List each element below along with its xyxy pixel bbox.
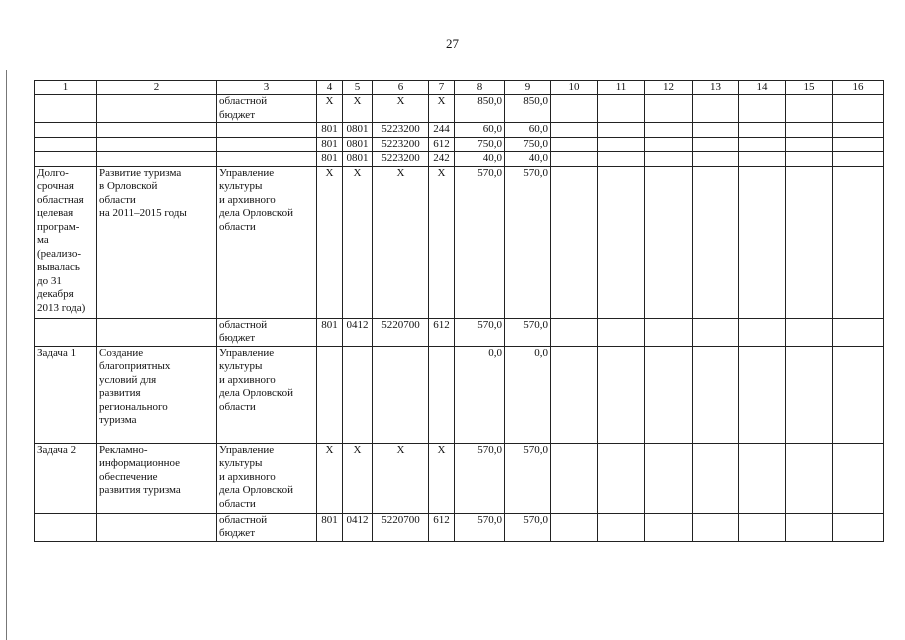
row-vr-cell: Х <box>429 443 455 513</box>
empty-cell <box>551 513 598 541</box>
row-rzpr-cell: Х <box>343 166 373 318</box>
row-program-cell <box>97 95 217 123</box>
empty-cell <box>598 513 645 541</box>
table-row <box>35 513 884 541</box>
empty-cell <box>739 443 786 513</box>
empty-cell <box>598 443 645 513</box>
empty-cell <box>833 152 884 167</box>
empty-cell <box>645 318 693 346</box>
empty-cell <box>739 346 786 443</box>
empty-cell <box>739 166 786 318</box>
row-vr-cell: 612 <box>429 513 455 541</box>
row-program-cell <box>97 318 217 346</box>
row-grbs-cell: 801 <box>317 318 343 346</box>
empty-cell <box>693 346 739 443</box>
row-amount-cell: 570,0 <box>455 513 505 541</box>
row-purpose-cell <box>35 513 97 541</box>
column-header-9: 9 <box>505 81 551 95</box>
empty-cell <box>645 166 693 318</box>
row-csr-cell: Х <box>373 95 429 123</box>
page-number: 27 <box>446 36 459 51</box>
table-row <box>35 95 884 123</box>
empty-cell <box>551 152 598 167</box>
row-amount-cell: 570,0 <box>505 443 551 513</box>
empty-cell <box>551 95 598 123</box>
empty-cell <box>645 152 693 167</box>
row-vr-cell: 242 <box>429 152 455 167</box>
row-amount-cell: 60,0 <box>455 123 505 138</box>
column-header-2: 2 <box>97 81 217 95</box>
column-header-3: 3 <box>217 81 317 95</box>
empty-cell <box>786 123 833 138</box>
row-vr-cell <box>429 346 455 443</box>
page-left-border <box>6 70 7 640</box>
row-purpose-cell <box>35 318 97 346</box>
empty-cell <box>833 443 884 513</box>
empty-cell <box>833 123 884 138</box>
row-program-cell <box>97 123 217 138</box>
row-csr-cell: Х <box>373 443 429 513</box>
empty-cell <box>598 152 645 167</box>
empty-cell <box>645 513 693 541</box>
row-purpose-cell: Задача 2 <box>35 443 97 513</box>
row-purpose-cell <box>35 95 97 123</box>
empty-cell <box>693 166 739 318</box>
row-grbs-cell: 801 <box>317 152 343 167</box>
row-executor-cell <box>217 123 317 138</box>
empty-cell <box>645 137 693 152</box>
empty-cell <box>693 123 739 138</box>
row-amount-cell: 570,0 <box>505 513 551 541</box>
empty-cell <box>645 95 693 123</box>
row-amount-cell: 40,0 <box>455 152 505 167</box>
empty-cell <box>598 123 645 138</box>
row-grbs-cell: 801 <box>317 137 343 152</box>
empty-cell <box>833 318 884 346</box>
table-row <box>35 137 884 152</box>
row-amount-cell: 750,0 <box>455 137 505 152</box>
empty-cell <box>833 137 884 152</box>
row-purpose-cell <box>35 137 97 152</box>
table-row <box>35 123 884 138</box>
row-csr-cell: 5223200 <box>373 137 429 152</box>
empty-cell <box>598 346 645 443</box>
column-header-10: 10 <box>551 81 598 95</box>
empty-cell <box>551 318 598 346</box>
empty-cell <box>598 318 645 346</box>
row-amount-cell: 850,0 <box>505 95 551 123</box>
empty-cell <box>739 137 786 152</box>
row-rzpr-cell: 0801 <box>343 137 373 152</box>
row-amount-cell: 570,0 <box>505 166 551 318</box>
empty-cell <box>551 346 598 443</box>
empty-cell <box>645 443 693 513</box>
row-executor-cell <box>217 137 317 152</box>
empty-cell <box>786 443 833 513</box>
empty-cell <box>786 152 833 167</box>
row-amount-cell: 570,0 <box>455 318 505 346</box>
row-purpose-cell <box>35 123 97 138</box>
empty-cell <box>551 166 598 318</box>
column-header-13: 13 <box>693 81 739 95</box>
empty-cell <box>645 123 693 138</box>
row-amount-cell: 0,0 <box>505 346 551 443</box>
row-amount-cell: 850,0 <box>455 95 505 123</box>
row-executor-cell: Управление культуры и архивного дела Орловской области <box>217 166 317 318</box>
empty-cell <box>739 95 786 123</box>
empty-cell <box>739 513 786 541</box>
table-row <box>35 346 884 443</box>
empty-cell <box>645 346 693 443</box>
empty-cell <box>693 152 739 167</box>
table-row <box>35 318 884 346</box>
empty-cell <box>739 152 786 167</box>
empty-cell <box>786 513 833 541</box>
row-program-cell: Развитие туризма в Орловской области на 2011–2015 годы <box>97 166 217 318</box>
row-purpose-cell: Задача 1 <box>35 346 97 443</box>
row-amount-cell: 750,0 <box>505 137 551 152</box>
table-row <box>35 152 884 167</box>
header-row <box>35 81 884 95</box>
row-program-cell <box>97 152 217 167</box>
empty-cell <box>786 137 833 152</box>
row-csr-cell: 5220700 <box>373 318 429 346</box>
row-executor-cell <box>217 152 317 167</box>
column-header-7: 7 <box>429 81 455 95</box>
row-executor-cell: Управление культуры и архивного дела Орловской области <box>217 443 317 513</box>
empty-cell <box>833 346 884 443</box>
empty-cell <box>551 137 598 152</box>
empty-cell <box>693 443 739 513</box>
row-rzpr-cell: 0801 <box>343 152 373 167</box>
row-program-cell <box>97 513 217 541</box>
row-csr-cell <box>373 346 429 443</box>
empty-cell <box>833 95 884 123</box>
column-header-14: 14 <box>739 81 786 95</box>
column-header-12: 12 <box>645 81 693 95</box>
empty-cell <box>693 318 739 346</box>
row-vr-cell: Х <box>429 166 455 318</box>
column-header-16: 16 <box>833 81 884 95</box>
table-row <box>35 443 884 513</box>
row-program-cell <box>97 137 217 152</box>
empty-cell <box>693 137 739 152</box>
empty-cell <box>739 318 786 346</box>
empty-cell <box>598 137 645 152</box>
row-vr-cell: 244 <box>429 123 455 138</box>
row-amount-cell: 40,0 <box>505 152 551 167</box>
empty-cell <box>786 318 833 346</box>
row-rzpr-cell: Х <box>343 443 373 513</box>
row-rzpr-cell: 0412 <box>343 513 373 541</box>
empty-cell <box>551 123 598 138</box>
empty-cell <box>598 95 645 123</box>
row-amount-cell: 0,0 <box>455 346 505 443</box>
row-csr-cell: 5223200 <box>373 152 429 167</box>
empty-cell <box>833 166 884 318</box>
row-grbs-cell: 801 <box>317 513 343 541</box>
empty-cell <box>739 123 786 138</box>
row-program-cell: Создание благоприятных условий для развития регионального туризма <box>97 346 217 443</box>
row-executor-cell: Управление культуры и архивного дела Орловской области <box>217 346 317 443</box>
row-grbs-cell: 801 <box>317 123 343 138</box>
column-header-15: 15 <box>786 81 833 95</box>
column-header-5: 5 <box>343 81 373 95</box>
row-executor-cell: областной бюджет <box>217 95 317 123</box>
row-grbs-cell <box>317 346 343 443</box>
row-purpose-cell <box>35 152 97 167</box>
row-csr-cell: 5220700 <box>373 513 429 541</box>
table-row <box>35 166 884 318</box>
row-rzpr-cell <box>343 346 373 443</box>
row-amount-cell: 570,0 <box>455 443 505 513</box>
empty-cell <box>693 513 739 541</box>
row-rzpr-cell: Х <box>343 95 373 123</box>
row-csr-cell: Х <box>373 166 429 318</box>
row-rzpr-cell: 0801 <box>343 123 373 138</box>
row-rzpr-cell: 0412 <box>343 318 373 346</box>
column-header-4: 4 <box>317 81 343 95</box>
empty-cell <box>786 346 833 443</box>
column-header-8: 8 <box>455 81 505 95</box>
row-grbs-cell: Х <box>317 166 343 318</box>
budget-table <box>34 80 884 542</box>
row-executor-cell: областной бюджет <box>217 318 317 346</box>
empty-cell <box>786 95 833 123</box>
empty-cell <box>693 95 739 123</box>
column-header-1: 1 <box>35 81 97 95</box>
row-amount-cell: 570,0 <box>505 318 551 346</box>
row-purpose-cell: Долго- срочная областная целевая програм- ма (реализо- вывалась до 31 декабря 2013 года) <box>35 166 97 318</box>
row-executor-cell: областной бюджет <box>217 513 317 541</box>
row-amount-cell: 570,0 <box>455 166 505 318</box>
row-vr-cell: Х <box>429 95 455 123</box>
row-amount-cell: 60,0 <box>505 123 551 138</box>
empty-cell <box>833 513 884 541</box>
empty-cell <box>551 443 598 513</box>
row-vr-cell: 612 <box>429 137 455 152</box>
row-grbs-cell: Х <box>317 443 343 513</box>
row-program-cell: Рекламно- информационное обеспечение развития туризма <box>97 443 217 513</box>
column-header-6: 6 <box>373 81 429 95</box>
column-header-11: 11 <box>598 81 645 95</box>
row-csr-cell: 5223200 <box>373 123 429 138</box>
row-grbs-cell: Х <box>317 95 343 123</box>
row-vr-cell: 612 <box>429 318 455 346</box>
empty-cell <box>786 166 833 318</box>
empty-cell <box>598 166 645 318</box>
